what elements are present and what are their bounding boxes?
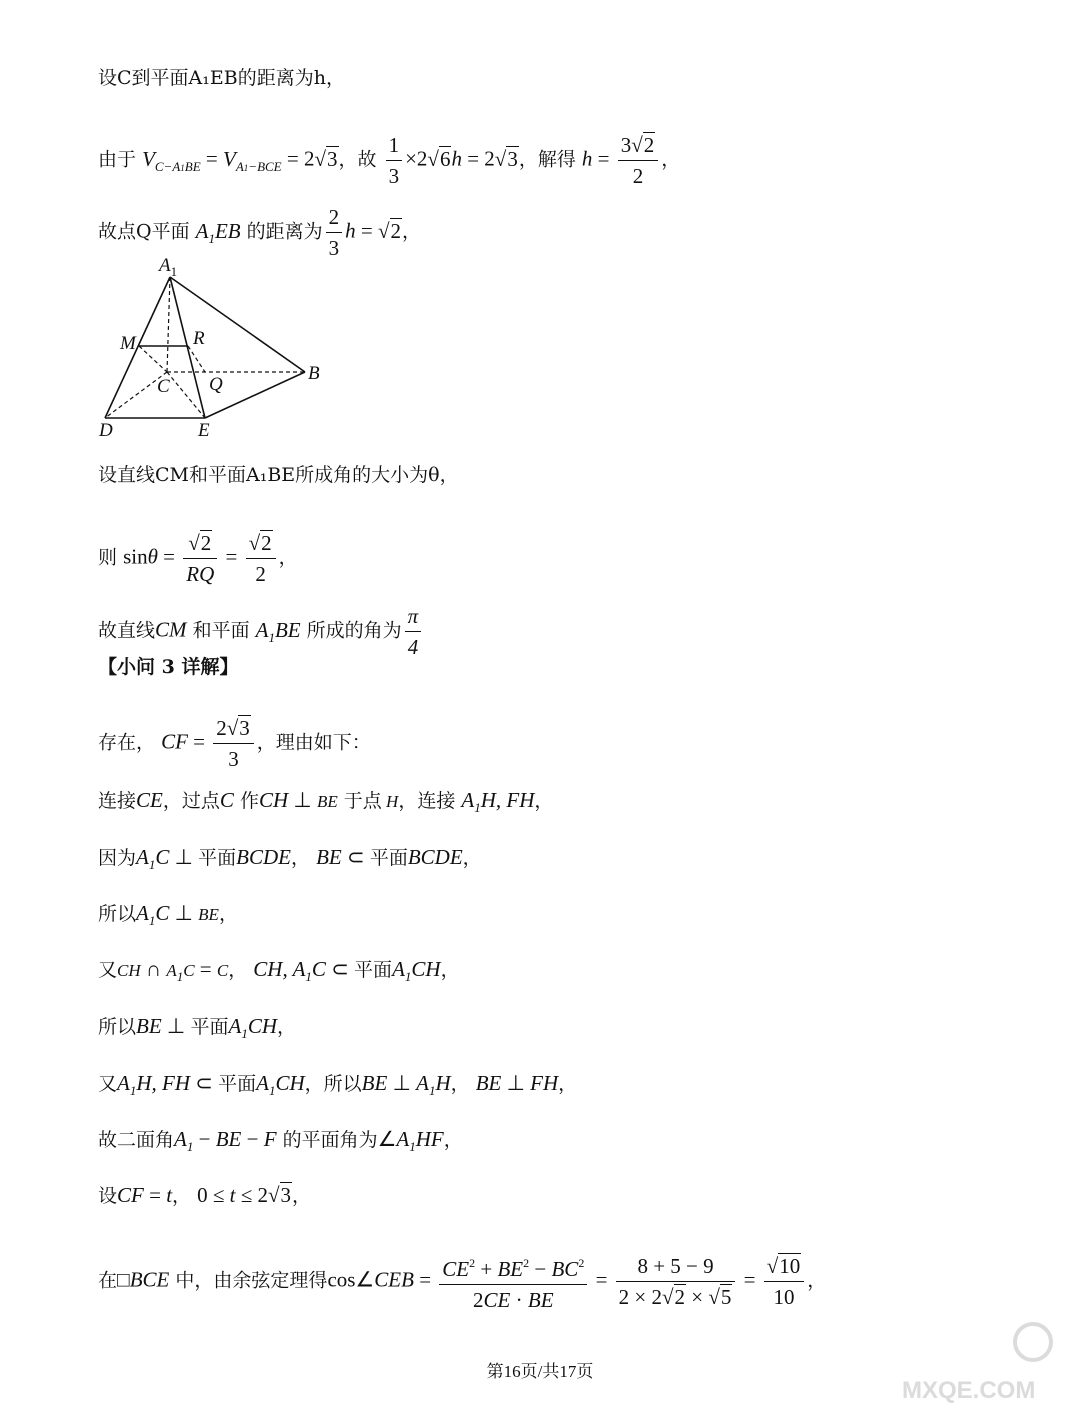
line-1-text: 设C到平面A₁EB的距离为h， xyxy=(98,67,345,89)
text-line-12: 所以BE ⊥ 平面$A_1CH$， xyxy=(98,1014,297,1041)
label-b: B xyxy=(308,363,320,384)
l2-text3: ，解得 xyxy=(518,148,576,171)
l3-text2: 的距离为 xyxy=(246,220,323,243)
l9-a: 因为 xyxy=(98,847,137,869)
text-line-3: 故点Q平面 $A_1EB$ 的距离为 $\frac{2}{3}$ h = √2， xyxy=(98,205,422,260)
l16-a: 在 xyxy=(98,1269,118,1292)
l11-a: 又 xyxy=(98,959,118,981)
l12-b: 平面 xyxy=(190,1016,229,1038)
watermark-logo xyxy=(898,1320,1058,1405)
text-line-1 xyxy=(98,64,345,92)
text-line-7: 存在， CF = $\frac{2√3}{3}$ ，理由如下： xyxy=(98,716,371,771)
l12-a: 所以 xyxy=(98,1016,137,1038)
text-line-14: 故二面角$A_1$ − BE − F 的平面角为$\angle A_1HF$， xyxy=(98,1127,463,1154)
text-line-11: 又CH ∩ $A_1C = C$， CH, $A_1C$ ⊂ 平面$A_1CH$， xyxy=(98,957,460,984)
l14-b: 的平面角为 xyxy=(282,1129,378,1151)
label-a1: $A_1$ xyxy=(159,255,178,279)
l9-b: 平面 xyxy=(198,847,237,869)
l13-a: 又 xyxy=(98,1073,118,1095)
label-r: R xyxy=(193,328,205,349)
l13-c: ，所以 xyxy=(304,1073,362,1095)
text-line-2: 由于 $V_{C-A1BE} = V_{A1-BCE} = 2√3$，故 $\frac{1}{3}$ ×2√6h = 2√3，解得 h = $\frac{3√2}{2}$ ， xyxy=(98,133,681,188)
l5-text1: 则 xyxy=(98,546,118,569)
l7-text2: ，理由如下： xyxy=(256,731,371,754)
text-line-8: 连接CE，过点C 作CH ⊥ BE 于点 H，连接 $A_1H$, FH， xyxy=(98,788,554,815)
text-line-15: 设CF = t， 0 ≤ t ≤ 2√3， xyxy=(98,1183,312,1207)
l6-text1: 故直线 xyxy=(98,619,156,642)
watermark-text: MXQE.COM xyxy=(902,1377,1036,1404)
l8-a: 连接 xyxy=(98,790,137,812)
label-m: M xyxy=(120,333,136,354)
text-line-6: 故直线CM 和平面 $A_1BE$ 所成的角为 $\frac{\pi}{4}$ xyxy=(98,603,424,660)
l11-b: 平面 xyxy=(354,959,393,981)
l9-b2: 平面 xyxy=(369,847,408,869)
l7-text1: 存在， xyxy=(98,731,156,754)
l2-text1: 由于 xyxy=(98,148,137,171)
label-q: Q xyxy=(209,374,223,395)
text-line-5: 则 sinθ = $\frac{√2}{RQ}$ = $\frac{√2}{2}$ ， xyxy=(98,531,298,586)
edge-a1-c xyxy=(167,277,170,372)
l6-text3: 所成的角为 xyxy=(306,619,402,642)
l14-a: 故二面角 xyxy=(98,1129,175,1151)
line-4-text: 设直线CM和平面A₁BE所成角的大小为θ， xyxy=(98,464,459,486)
l16-b: 中，由余弦定理得 xyxy=(175,1269,328,1292)
text-line-13: 又$A_1H$, FH ⊂ 平面$A_1CH$，所以BE ⊥ $A_1H$， BE ⊥ FH， xyxy=(98,1071,578,1098)
label-c: C xyxy=(157,376,170,397)
l3-text1: 故点Q平面 xyxy=(98,220,190,243)
l8-e: ，连接 xyxy=(398,790,456,812)
text-line-16: 在□BCE 中，由余弦定理得cos∠CEB = $\frac{CE^2 + BE^2 - BC^2}{2CE \cdot BE}$ = $\frac{8 + 5 - 9}{2 \times 2√2 \times √5}$ = $\frac{√10}{10}$ ， xyxy=(98,1250,826,1313)
label-d: D xyxy=(99,420,113,441)
l6-text2: 和平面 xyxy=(192,619,250,642)
page-footer: 第16页/共17页 xyxy=(486,1362,594,1381)
section-heading xyxy=(98,653,238,681)
heading-text: 【小问 3 详解】 xyxy=(98,656,239,678)
pyramid-figure xyxy=(95,255,335,445)
l13-b: 平面 xyxy=(218,1073,257,1095)
l8-c: 作 xyxy=(239,790,259,812)
text-line-9: 因为$A_1C$ ⊥ 平面BCDE， BE ⊂ 平面BCDE， xyxy=(98,845,482,872)
l8-b: ，过点 xyxy=(162,790,220,812)
watermark-circle xyxy=(1015,1324,1051,1360)
l10-a: 所以 xyxy=(98,903,137,925)
l2-text2: ，故 xyxy=(338,148,377,171)
l15-a: 设 xyxy=(98,1185,118,1207)
text-line-4 xyxy=(98,461,459,489)
segment-m-c xyxy=(139,346,167,372)
label-e: E xyxy=(198,420,210,441)
text-line-10: 所以$A_1C$ ⊥ BE， xyxy=(98,901,238,928)
l8-d: 于点 xyxy=(343,790,382,812)
